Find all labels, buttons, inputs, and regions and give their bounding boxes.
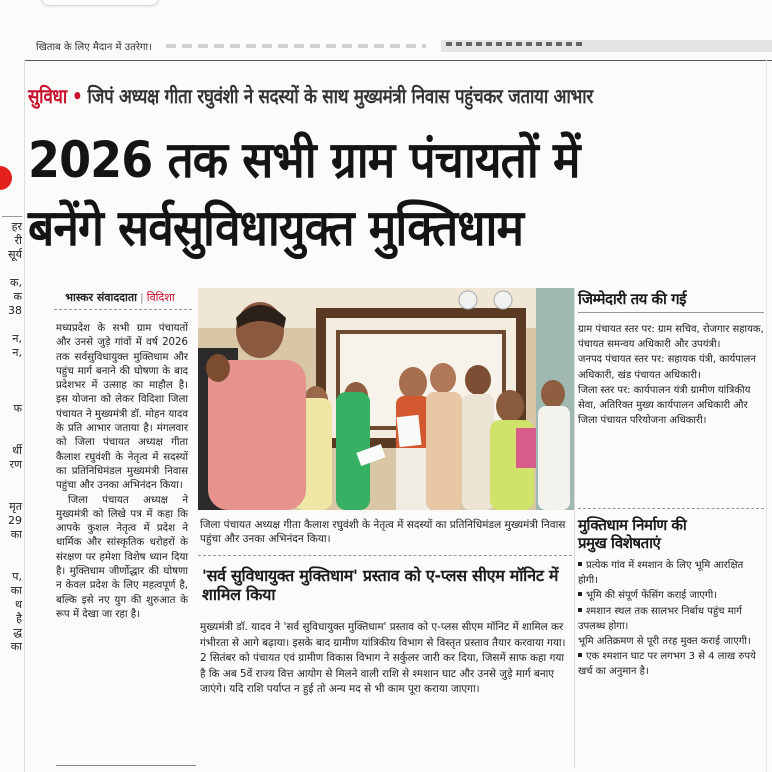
delegation-photo-illustration <box>198 288 574 510</box>
column-end-rule <box>56 765 196 766</box>
faded-text <box>166 44 426 48</box>
edge-fragment: का <box>10 640 22 653</box>
body-paragraph: मध्यप्रदेश के सभी ग्राम पंचायतों और उनसे जुड़े गांवों में वर्ष 2026 तक सर्वसुविधायुक्त मुक्तिधाम और पहुंच मार्ग बनाने की घोषणा के बाद प्रदेशभर में उत्साह का माहौल है। इस योजना को लेकर विदिशा जिला पंचायत ने मुख्यमंत्री डॉ. मोहन यादव के प्रति आभार जताया है। मंगलवार को जिला पंचायत अध्यक्ष गीता कैलाश रघुवंशी के नेतृत्व में सदस्यों का प्रतिनिधिमंडल मुख्यमंत्री निवास पहुंचा और उनका अभिनंदन किया। <box>56 323 188 492</box>
edge-fragment: हर <box>11 220 22 233</box>
edge-fragment: न, <box>12 346 22 359</box>
feature-item <box>578 649 764 679</box>
edge-fragment <box>0 416 24 430</box>
byline-city: विदिशा <box>146 291 175 304</box>
edge-fragment: सूर्य <box>8 248 22 261</box>
previous-article-strip <box>26 34 772 60</box>
edge-fragment <box>0 360 24 374</box>
edge-fragment <box>0 318 24 332</box>
article-body <box>56 322 188 622</box>
bullet-icon <box>578 592 582 596</box>
byline-rule <box>54 309 192 310</box>
sidebar-divider <box>578 508 764 509</box>
byline <box>50 290 190 305</box>
edge-fragment <box>0 472 24 486</box>
subsection-heading: 'सर्व सुविधायुक्त मुक्तिधाम' प्रस्ताव को ए-प्लस सीएम मॉनिट में शामिल किया <box>202 566 559 604</box>
edge-fragment: रण <box>9 458 22 471</box>
edge-fragment: का <box>10 528 22 541</box>
faded-text <box>446 42 586 46</box>
sidebar-heading-line-2: प्रमुख विशेषताएं <box>578 534 661 552</box>
edge-fragment: द्ध <box>13 626 22 639</box>
edge-fragment <box>0 262 24 276</box>
edge-fragment: री <box>14 234 22 247</box>
edge-fragment: मृत <box>9 500 22 513</box>
bullet-icon <box>578 608 582 612</box>
top-tab-shape <box>40 0 160 6</box>
feature-item <box>578 558 764 588</box>
responsibility-item: ग्राम पंचायत स्तर पर: ग्राम सचिव, रोजगार सहायक, पंचायत समन्वय अधिकारी और उपयंत्री। <box>578 324 764 351</box>
edge-fragment <box>0 542 24 556</box>
caption-rule <box>198 555 572 556</box>
feature-list <box>578 558 764 680</box>
feature-item <box>578 634 764 649</box>
kicker-label: सुविधा <box>28 84 67 108</box>
responsibility-item: जनपद पंचायत स्तर पर: सहायक यंत्री, कार्यपालन अधिकारी, खंड पंचायत अधिकारी। <box>578 354 756 381</box>
edge-fragment <box>0 556 24 570</box>
kicker-text: जिपं अध्यक्ष गीता रघुवंशी ने सदस्यों के साथ मुख्यमंत्री निवास पहुंचकर जताया आभार <box>87 84 594 108</box>
edge-fragment: क, <box>10 276 22 289</box>
kicker-separator: • <box>72 84 83 108</box>
previous-article-tail: खिताब के लिए मैदान में उतरेगा। <box>36 42 152 53</box>
edge-fragment: प, <box>12 570 22 583</box>
sidebar-heading: जिम्मेदारी तय की गई <box>578 290 686 308</box>
column-divider <box>574 288 575 768</box>
edge-fragment: है <box>16 612 22 625</box>
edge-fragment: का <box>10 584 22 597</box>
headline-line-1: 2026 तक सभी ग्राम पंचायतों में <box>28 131 580 189</box>
red-dot-icon <box>0 166 12 190</box>
edge-fragment: फ <box>13 402 22 415</box>
feature-text: भूमि की संपूर्ण फेंसिंग कराई जाएगी। <box>586 590 717 602</box>
sidebar-responsibility <box>578 290 764 428</box>
edge-fragment: र्थी <box>12 444 22 457</box>
edge-fragment: 38 <box>8 304 22 317</box>
edge-fragment: थ <box>14 598 22 611</box>
byline-separator: | <box>140 291 144 304</box>
kicker <box>28 82 593 109</box>
edge-fragment <box>0 388 24 402</box>
edge-fragment <box>0 430 24 444</box>
edge-fragment: न, <box>12 332 22 345</box>
byline-reporter: भास्कर संवाददाता <box>65 291 137 304</box>
feature-text: भूमि अतिक्रमण से पूरी तरह मुक्त कराई जाएगी। <box>578 636 751 648</box>
bullet-icon <box>578 562 582 566</box>
feature-text: प्रत्येक गांव में श्मशान के लिए भूमि आरक्षित होगी। <box>578 560 744 587</box>
feature-item <box>578 604 764 634</box>
feature-text: श्मशान स्थल तक सालभर निर्बाध पहुंच मार्ग उपलब्ध होगा। <box>578 605 742 632</box>
section-divider <box>24 60 772 61</box>
feature-item <box>578 588 764 603</box>
column-divider <box>24 60 25 772</box>
feature-text: एक श्मशान घाट पर लगभग 3 से 4 लाख रुपये खर्च का अनुमान है। <box>578 651 756 678</box>
bullet-icon <box>578 653 582 657</box>
adjacent-column-fragment <box>0 220 24 654</box>
edge-fragment <box>0 486 24 500</box>
subsection-body: मुख्यमंत्री डॉ. यादव ने 'सर्व सुविधायुक्त मुक्तिधाम' प्रस्ताव को ए-प्लस सीएम मॉनिट में शामिल कर गंभीरता से आगे बढ़ाया। इसके बाद ग्रामीण यांत्रिकीय विभाग से विस्तृत प्रस्ताव तैयार करवाया गया। 2 सितंबर को पंचायत एवं ग्रामीण विकास विभाग ने सर्कुलर जारी कर दिया, जिसमें साफ कहा गया है कि अब 5वें राज्य वित्त आयोग से मिलने वाली राशि से श्मशान घाट और उनसे जुड़े मार्ग बनाए जाएंगे। यदि राशि पर्याप्त न हुई तो अन्य मद से भी काम पूरा कराया जाएगा। <box>200 621 566 696</box>
body-paragraph: जिला पंचायत अध्यक्ष ने मुख्यमंत्री को लिखे पत्र में कहा कि आपके कुशल नेतृत्व में प्रदेश ने धार्मिक और सांस्कृतिक धरोहरों के संरक्षण पर हमेशा विशेष ध्यान दिया है। मुक्तिधाम जीर्णोद्धार की घोषणा न केवल प्रदेश के लिए महत्वपूर्ण है, बल्कि इसे नए युग की शुरुआत के रूप में देखा जा रहा है। <box>56 494 188 620</box>
edge-fragment <box>0 374 24 388</box>
article-photo <box>198 288 574 510</box>
sidebar-heading-line-1: मुक्तिधाम निर्माण की <box>578 516 687 534</box>
responsibility-item: जिला स्तर पर: कार्यपालन यंत्री ग्रामीण यांत्रिकीय सेवा, अतिरिक्त मुख्य कार्यपालन अधिकारी और जिला पंचायत परियोजना अधिकारी। <box>578 384 751 427</box>
right-edge-divider <box>766 60 767 772</box>
photo-caption: जिला पंचायत अध्यक्ष गीता कैलाश रघुवंशी के नेतृत्व में सदस्यों का प्रतिनिधिमंडल मुख्यमंत्री निवास पहुंचा और उनका अभिनंदन किया। <box>200 519 566 545</box>
headline-line-2: बनेंगे सर्वसुविधायुक्त मुक्तिधाम <box>28 199 524 257</box>
headline <box>28 126 768 262</box>
sidebar-rule <box>578 312 764 313</box>
edge-fragment: 29 <box>8 514 22 527</box>
edge-fragment: क <box>13 290 22 303</box>
sidebar-features <box>578 516 764 680</box>
edge-rule <box>2 216 22 217</box>
